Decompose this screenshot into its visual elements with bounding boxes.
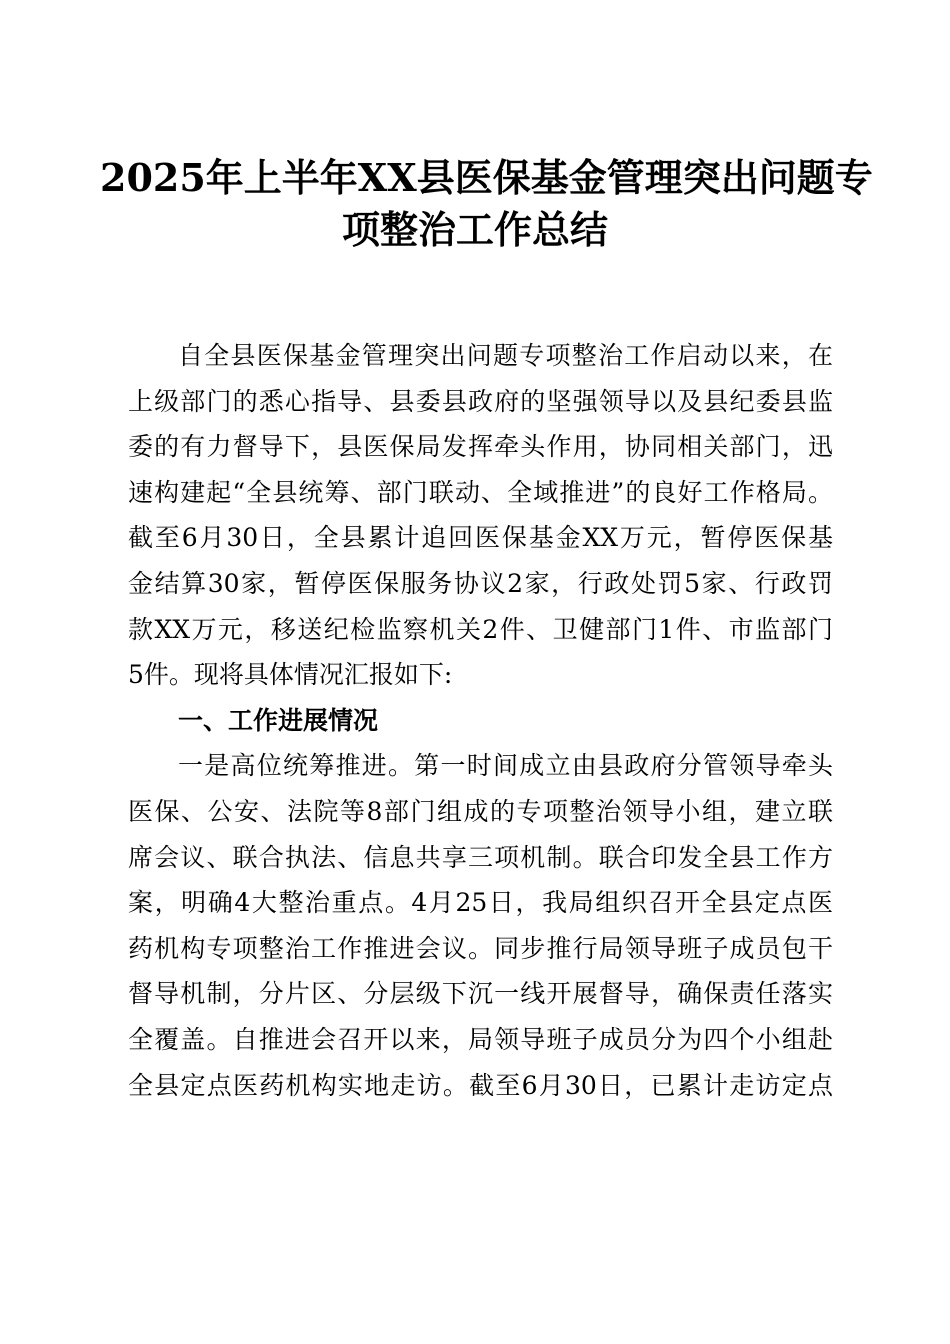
document-body <box>128 333 833 1108</box>
paragraph-line: 督导机制，分片区、分层级下沉一线开展督导，确保责任落实 <box>128 979 833 1009</box>
paragraph-line: 款XX万元，移送纪检监察机关2件、卫健部门1件、市监部门 <box>128 614 833 644</box>
title-line-2: 项整治工作总结 <box>341 207 608 252</box>
paragraph-line: 委的有力督导下，县医保局发挥牵头作用，协同相关部门，迅 <box>128 432 833 462</box>
title-line-1: 2025年上半年XX县医保基金管理突出问题专 <box>100 155 873 200</box>
paragraph-line: 自全县医保基金管理突出问题专项整治工作启动以来，在 <box>178 341 833 370</box>
paragraph-intro <box>128 333 833 698</box>
paragraph-line: 案，明确4大整治重点。4月25日，我局组织召开全县定点医 <box>128 888 833 918</box>
paragraph-line: 药机构专项整治工作推进会议。同步推行局领导班子成员包干 <box>128 933 833 963</box>
paragraph-line: 席会议、联合执法、信息共享三项机制。联合印发全县工作方 <box>128 842 833 872</box>
paragraph-line: 截至6月30日，全县累计追回医保基金XX万元，暂停医保基 <box>128 523 833 553</box>
paragraph-line: 医保、公安、法院等8部门组成的专项整治领导小组，建立联 <box>128 796 833 826</box>
paragraph-line: 上级部门的悉心指导、县委县政府的坚强领导以及县纪委县监 <box>128 386 833 416</box>
paragraph-line: 金结算30家，暂停医保服务协议2家，行政处罚5家、行政罚 <box>128 568 833 598</box>
paragraph-section1 <box>128 743 833 1108</box>
paragraph-line: 全覆盖。自推进会召开以来，局领导班子成员分为四个小组赴 <box>128 1024 833 1054</box>
paragraph-line: 速构建起“全县统筹、部门联动、全域推进”的良好工作格局。 <box>128 477 833 507</box>
paragraph-line: 一是高位统筹推进。第一时间成立由县政府分管领导牵头 <box>178 751 833 781</box>
section-heading: 一、工作进展情况 <box>178 705 379 735</box>
paragraph-line: 5件。现将具体情况汇报如下: <box>128 660 453 690</box>
paragraph-line: 全县定点医药机构实地走访。截至6月30日，已累计走访定点 <box>128 1070 833 1100</box>
document-title <box>100 152 873 256</box>
